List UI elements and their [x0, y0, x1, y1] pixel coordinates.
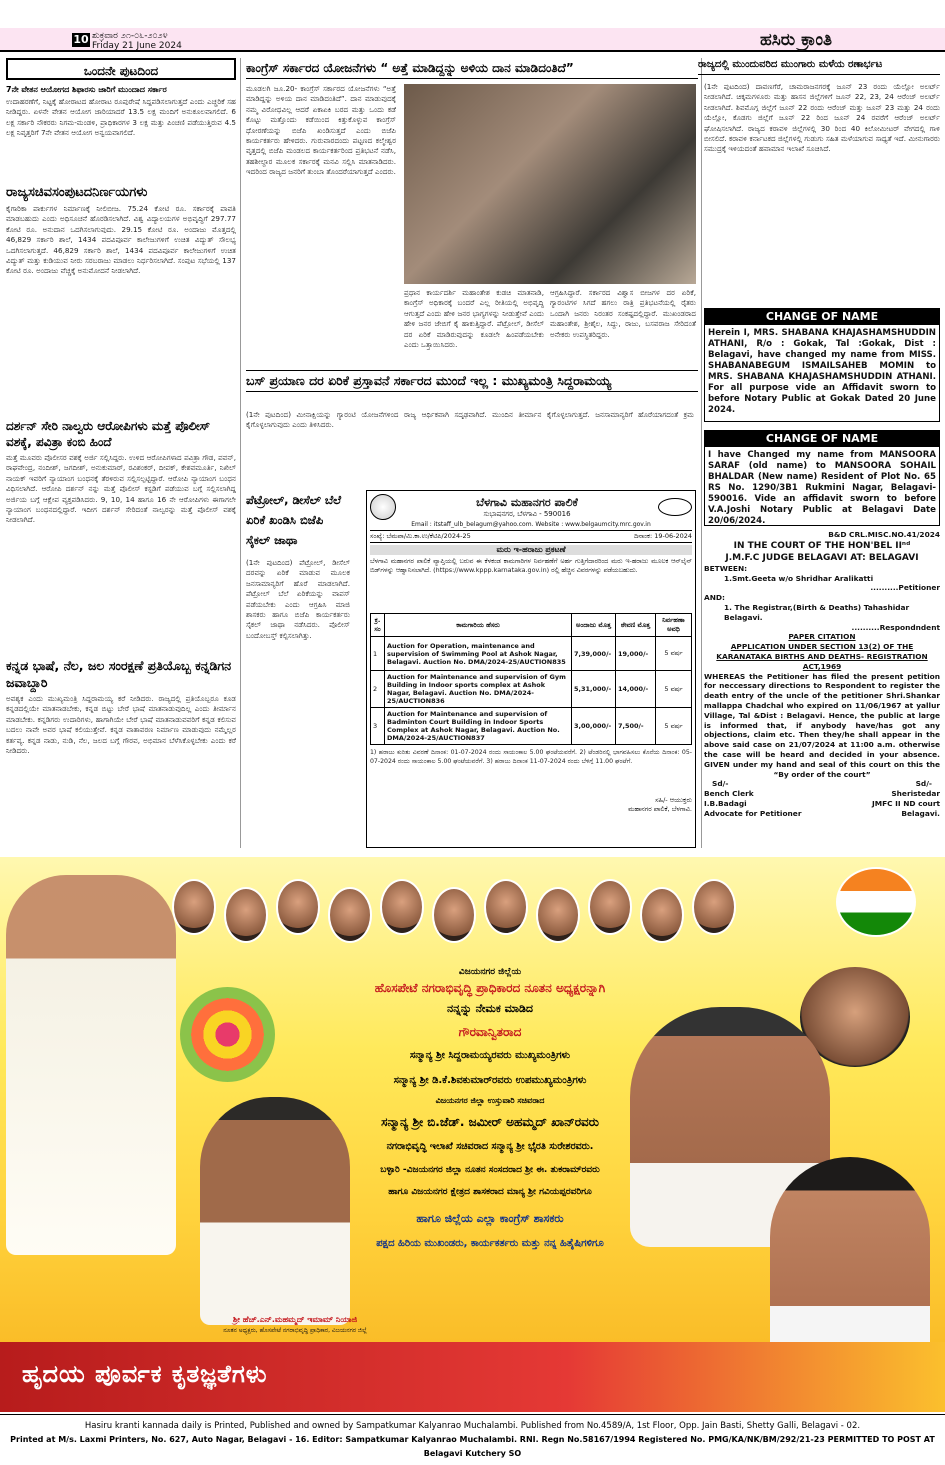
flower-bouquet-icon: [180, 987, 275, 1082]
ad-line: ನಗರಾಭಿವೃದ್ಧಿ ಇಲಾಖೆ ಸಚಿವರಾದ ಸನ್ಮಾನ್ಯ ಶ್ರೀ ಭೈರತಿ ಸುರೇಶರವರು.: [386, 1141, 594, 1152]
table-row: [371, 637, 692, 671]
leader-photo: [380, 879, 424, 935]
signer-name: ಶ್ರೀ ಹೆಚ್.ಎನ್.ಮಹಮ್ಮದ್ ಇಮಾಮ್ ನಿಯಾಜಿ: [232, 1315, 358, 1324]
col-header-period: ನಿರ್ವಹಣಾ ಅವಧಿ: [656, 614, 692, 637]
advertisement: [0, 857, 945, 1412]
bench-clerk: Bench Clerk: [704, 789, 754, 799]
advocate-name: I.B.Badagi: [704, 798, 747, 808]
sd-clerk: Sd/-: [712, 779, 729, 789]
court-place: Belagavi.: [901, 808, 940, 818]
leader-photo: [172, 879, 216, 935]
cell-emd: 7,500/-: [616, 708, 656, 745]
column-two: [246, 58, 698, 848]
cell-sl: 1: [371, 637, 385, 671]
cell-sl: 3: [371, 708, 385, 745]
court-name: IN THE COURT OF THE HON'BEL IIⁿᵈ: [733, 540, 911, 551]
leader-photo: [588, 879, 632, 935]
col-header-sl: ಕ್ರ. ಸಂ: [371, 614, 385, 637]
tender-notes: 1) ಹರಾಜು ಕುರಿತು ವಿವರಣೆ ದಿನಾಂಕ: 01-07-2024 ರಂದು ಸಾಯಂಕಾಲ 5.00 ಘಂಟೆಯವರೆಗೆ. 2) ಟೆಂಡರಿನಲ್ಲಿ ಭಾಗವಹಿಸಲು ಕೊನೆಯ ದಿನಾಂಕ: 05-07-2024 ರಂದು ಸಾಯಂಕಾಲ 5.00 ಘಂಟೆಯವರೆಗೆ. 3) ಹರಾಜು ದಿನಾಂಕ 11-07-2024 ರಂದು ಬೆಳಿಗ್ಗೆ 11.00 ಘಂಟೆಗೆ.: [370, 749, 692, 765]
article-body: ಅವಶ್ಯಕ ಎಂದು ಮುಖ್ಯಮಂತ್ರಿ ಸಿದ್ದರಾಮಯ್ಯ ಕರೆ ನೀಡಿದರು. ರಾಜ್ಯದಲ್ಲಿ ಪ್ರತಿಯೊಬ್ಬರೂ ಕೂಡ ಕನ್ನಡದಲ್ಲಿಯೇ ಮಾತನಾಡಬೇಕು, ಕನ್ನಡ ಬಿಟ್ಟು ಬೇರೆ ಭಾಷೆ ಮಾತನಾಡುವುದಿಲ್ಲ ಎಂದು ತೀರ್ಮಾನ ಮಾಡಬೇಕು. ಕನ್ನಡಿಗರು ಉದಾರಿಗಳು, ಹಾಗಾಗಿಯೇ ಬೇರೆ ಭಾಷೆ ಮಾತನಾಡುವವರಿಗೆ ಕನ್ನಡ ಕಲಿಸುವ ಬದಲು ನಾವೇ ಅವರ ಭಾಷೆ ಕಲಿಯುತ್ತೇವೆ. ಕನ್ನಡ ವಾತಾವರಣ ನಿರ್ಮಾಣ ಮಾಡುವುದು ನಮ್ಮೆಲ್ಲರ ಕರ್ತವ್ಯ. ಕನ್ನಡ ನಾಡು, ನುಡಿ, ನೆಲ, ಜಲದ ಬಗ್ಗೆ ಗೌರವ, ಅಭಿಮಾನ ಬೆಳೆಸಿಕೊಳ್ಳಬೇಕು ಎಂದು ಕರೆ ನೀಡಿದರು.: [6, 694, 236, 756]
petitioner: 1.Smt.Geeta w/o Shridhar Aralikatti: [724, 573, 874, 583]
leader-photo: [536, 887, 580, 943]
tender-sign-office: ಮಹಾನಗರ ಪಾಲಿಕೆ, ಬೆಳಗಾವಿ.: [628, 805, 692, 813]
headline-congress-schemes: ಕಾಂಗ್ರೆಸ್ ಸರ್ಕಾರದ ಯೋಜನೆಗಳು “ ಅತ್ತೆ ಮಾಡಿದ್ದನ್ನು ಅಳಿಯ ದಾನ ಮಾಡಿದಂತಿದೆ”: [246, 58, 698, 79]
advocate-role: Advocate for Petitioner: [704, 808, 802, 818]
tender-date: ದಿನಾಂಕ: 19-06-2024: [634, 532, 692, 540]
date-english: Friday 21 June 2024: [92, 41, 182, 51]
tender-intro: ಬೆಳಗಾವಿ ಮಹಾನಗರ ಪಾಲಿಕೆ ವ್ಯಾಪ್ತಿಯಲ್ಲಿ ಬರುವ ಈ ಕೆಳಕಂಡ ಕಾಮಗಾರಿಗಳ ನಿರ್ವಹಣೆಗೆ ಅರ್ಹ ಗುತ್ತಿಗೆದಾರರಿಂದ ಮರು ಇ-ಹರಾಜು ಮೂಲಕ ಆನ್‌ಲೈನ್ ಬಿಡ್‌ಗಳನ್ನು ಆಹ್ವಾನಿಸಲಾಗಿದೆ. (https://www.kppp.karnataka.gov.in) ರಲ್ಲಿ ಹೆಚ್ಚಿನ ವಿವರಗಳನ್ನು ಪಡೆಯಬಹುದು.: [370, 557, 692, 574]
tender-email: Email : itstaff_ulb_belagum@yahoo.com. Website : www.belgaumcity.mrc.gov.in: [411, 521, 651, 528]
ad-line-blue: ಪಕ್ಷದ ಹಿರಿಯ ಮುಖಂಡರು, ಕಾರ್ಯಕರ್ತರು ಮತ್ತು ನನ್ನ ಹಿತೈಷಿಗಳಿಗೂ: [376, 1238, 604, 1249]
cell-amount: 7,39,000/-: [572, 637, 616, 671]
leader-photo: [640, 887, 684, 943]
signer-role: ನೂತನ ಅಧ್ಯಕ್ಷರು, ಹೊಸಪೇಟೆ ನಗರಾಭಿವೃದ್ಧಿ ಪ್ರಾಧಿಕಾರ, ವಿಜಯನಗರ ಜಿಲ್ಲೆ: [223, 1327, 367, 1334]
ad-line: ಸನ್ಮಾನ್ಯ ಶ್ರೀ ಸಿದ್ದರಾಮಯ್ಯರವರು ಮುಖ್ಯಮಂತ್ರಿಗಳು: [409, 1050, 571, 1061]
protest-photo: [404, 84, 696, 284]
leader-photo: [484, 879, 528, 935]
headline-cabinet: ರಾಜ್ಯಸಚಿವಸಂಪುಟದನಿರ್ಣಯಗಳು: [6, 185, 148, 200]
imprint-line-1: Hasiru kranti kannada daily is Printed, Published and owned by Sampatkumar Kalyanrao Muchalambi. Published from No.4589/A, 1st Floor, Opp. Jain Basti, Shetty Galli, Belagavi - 02.: [84, 1421, 861, 1431]
tender-title: ಬೆಳಗಾವಿ ಮಹಾನಗರ ಪಾಲಿಕೆ: [476, 495, 578, 509]
congress-hand-icon: [836, 867, 916, 937]
leader-photo: [432, 887, 476, 943]
thanks-banner: [0, 1342, 945, 1412]
and-label: AND:: [704, 593, 725, 603]
article-body: ಪ್ರಧಾನ ಕಾರ್ಯದರ್ಶಿ ಮಹಾಂತೇಶ ಕುಡಚಿ ಮಾತನಾಡಿ, ಕಾಂಗ್ರೆಸ್ ಅಧಿಕಾರಕ್ಕೆ ಬಂದರೆ ಎಲ್ಲ ರೀತಿಯಲ್ಲಿ ಅಭಿವೃದ್ಧಿ ಆಗುತ್ತದೆ ಎಂದು ಹೇಳಿ ಜನರ ಭಾಗ್ಯಗಳನ್ನು ನೀಡುತ್ತೇವೆ ಎಂದು ಹೇಳಿ ಜನರ ಜೇಬಿಗೆ ಕೈ ಹಾಕುತ್ತಿದ್ದಾರೆ. ಪೆಟ್ರೋಲ್, ಡೀಸೆಲ್ ದರ ಏರಿಕೆ ಮಾಡಿರುವುದನ್ನು ಕೂಡಲೇ ಹಿಂಪಡೆಯಬೇಕು ಎಂದು ಒತ್ತಾಯಿಸಿದರು.: [404, 288, 544, 350]
tender-ref: ಸಂಖ್ಯೆ: ಬೆಮಪಾ/ಮಿ.ಕಾ.ಉ/ಕೆಟಿಪಿ/2024-25: [370, 532, 471, 540]
notice-change-of-name-2: [704, 430, 940, 526]
cell-work: Auction for Maintenance and supervision of Gym Building in Indoor sports complex at Ashok Nagar, Belagavi. Auction No. DMA/2024-25/AUCTION836: [385, 671, 572, 708]
notice-text: Herein I, MRS. SHABANA KHAJASHAMSHUDDIN ATHANI, R/o : Gokak, Tal :Gokak, Dist : Belagavi, have changed my name from MISS. SHABANABEGUM ISMAILSAHEB MOMIN to MRS. SHABANA KHAJASHAMSHUDDIN ATHANI. For all purpose vide an Affidavit sworn to before Notary Public at Gokak Dated 20 June 2024.: [708, 328, 936, 415]
cell-period: 5 ವರ್ಷ: [656, 671, 692, 708]
article-body: ಆಗ್ರಹಿಸಿದ್ದಾರೆ. ಸರ್ಕಾರದ ವಿಶ್ವಾಸ ಬೀಜಗಳ ದರ ಏರಿಕೆ, ಗ್ಯಾರಂಟಿಗಳ ಸಿಗದೆ ಹಗಲು ರಾತ್ರಿ ಪ್ರತಿಭಟನೆಯಲ್ಲಿ ರೈತರು ಒಂದಾಗಿ ಜನರು ನಿರಂತರ ಸಂಕಷ್ಟದಲ್ಲಿದ್ದಾರೆ. ಮುಖಂಡರಾದ ಮಹಾಂತೇಶ, ಶ್ರೀಶೈಲ, ಸಿದ್ದು, ರಾಜು, ಬಸವರಾಜ ಸೇರಿದಂತೆ ಅನೇಕರು ಉಪಸ್ಥಿತರಿದ್ದರು.: [550, 288, 696, 339]
ad-line: ವಿಜಯನಗರ ಜಿಲ್ಲೆಯ: [458, 967, 522, 977]
cell-amount: 5,31,000/-: [572, 671, 616, 708]
application-title: APPLICATION UNDER SECTION 13(2) OF THE KARANATAKA BIRTHS AND DEATHS- REGISTRATION ACT,1969: [716, 642, 928, 671]
ad-line: ವಿಜಯನಗರ ಜಿಲ್ಲಾ ಉಸ್ತುವಾರಿ ಸಚಿವರಾದ: [435, 1096, 545, 1105]
cell-work: Auction for Operation, maintenance and supervision of Swimming Pool at Ashok Nagar, Belagavi. Auction No. DMA/2024-25/AUCTION835: [385, 637, 572, 671]
imprint-footer: [0, 1414, 945, 1465]
judge: JMFC II ND court: [871, 798, 940, 808]
cell-amount: 3,00,000/-: [572, 708, 616, 745]
respondent-role: ..........Respondndent: [851, 622, 940, 632]
notice-text: I have Changed my name from MANSOORA SARAF (old name) to MANSOORA SOHAIL BHALDAR (New name) Resident of Plot No. 65 RS No. 1290/3B1 Rukmini Nagar, Belagavi-590016. Vide an affidavit sworn to before V.A.Joshi Notary Public at Belagavi Date 20/06/2024.: [708, 450, 936, 526]
headline-bus-fare: ಬಸ್ ಪ್ರಯಾಣ ದರ ಏರಿಕೆ ಪ್ರಸ್ತಾವನೆ ಸರ್ಕಾರದ ಮುಂದೆ ಇಲ್ಲ : ಮುಖ್ಯಮಂತ್ರಿ ಸಿದ್ದರಾಮಯ್ಯ: [246, 370, 698, 392]
cell-emd: 19,000/-: [616, 637, 656, 671]
article-body: (1ನೇ ಪುಟದಿಂದ) ದಾವಣಗೆರೆ, ಚಾಮರಾಜನಗರಕ್ಕೆ ಜೂನ್ 23 ರಂದು ಯೆಲ್ಲೋ ಅಲರ್ಟ್ ನೀಡಲಾಗಿದೆ. ಚಿಕ್ಕಮಗಳೂರು ಮತ್ತು ಹಾಸನ ಜಿಲ್ಲೆಗಳಿಗೆ ಜೂನ್ 22, 23, 24 ಆರೆಂಜ್ ಅಲರ್ಟ್ ನೀಡಲಾಗಿದೆ. ಶಿವಮೊಗ್ಗ ಜಿಲ್ಲೆಗೆ ಜೂನ್ 22 ರಂದು ಆರೆಂಜ್ ಮತ್ತು ಜೂನ್ 23 ಮತ್ತು 24 ರಂದು ಯೆಲ್ಲೋ, ಕೊಡಗು ಜಿಲ್ಲೆಗೆ ಜೂನ್ 22 ರಿಂದ ಜೂನ್ 24 ರವರೆಗೆ ಆರೆಂಜ್ ಅಲರ್ಟ್ ಘೋಷಿಸಲಾಗಿದೆ. ರಾಜ್ಯದ ಕರಾವಳಿ ಜಿಲ್ಲೆಗಳಲ್ಲಿ 30 ರಿಂದ 40 ಕಿಲೋಮೀಟರ್ ವೇಗದಲ್ಲಿ ಗಾಳಿ ಬೀಸಲಿದೆ. ಕರಾವಳಿ ಕರ್ನಾಟಕದ ಜಿಲ್ಲೆಗಳಲ್ಲಿ ಗುಡುಗು ಸಹಿತ ಮಳೆಯಾಗುವ ಸಾಧ್ಯತೆ ಇದೆ. ಮೀನುಗಾರರು ಸಮುದ್ರಕ್ಕೆ ಇಳಿಯದಂತೆ ಹವಾಮಾನ ಇಲಾಖೆ ಸೂಚಿಸಿದೆ.: [704, 82, 940, 154]
article-body: (1ನೇ ಪುಟದಿಂದ) ಮೀನಾಕ್ಷಿಯನ್ನು ಗ್ಯಾರಂಟಿ ಯೋಜನೆಗಳಿಂದ ರಾಜ್ಯ ಆರ್ಥಿಕವಾಗಿ ಸದೃಢವಾಗಿದೆ. ಮುಂದಿನ ತೀರ್ಮಾನ ಕೈಗೊಳ್ಳಲಾಗುತ್ತದೆ. ಜನಸಾಮಾನ್ಯರಿಗೆ ಹೊರೆಯಾಗದಂತೆ ಕ್ರಮ ಕೈಗೊಳ್ಳಲಾಗುವುದು ಎಂದು ತಿಳಿಸಿದರು.: [246, 410, 694, 430]
thanks-text: ಹೃದಯ ಪೂರ್ವಕ ಕೃತಜ್ಞತೆಗಳು: [22, 1360, 268, 1388]
col-header-amount: ಅಂದಾಜು ಮೊತ್ತ: [572, 614, 616, 637]
headline-petrol: ಪೆಟ್ರೋಲ್, ಡೀಸೆಲ್ ಬೆಲೆ ಏರಿಕೆ ಖಂಡಿಸಿ ಬಿಜೆಪಿ ಸೈಕಲ್ ಜಾಥಾ: [246, 493, 342, 547]
article-body: ಉದಾಹರಣೆಗೆ, ನಿಟ್ಟಕ್ಕೆ ಹೋರಾಟದ ಹೋರಾಟ ರೂಪುರೇಷೆ ಸಿದ್ದಪಡಿಸಲಾಗುತ್ತದೆ ಎಂದು ಎಚ್ಚರಿಕೆ ಸಹ ನೀಡಿದ್ದರು. ಏಳನೇ ವೇತನ ಆಯೋಗ ಜಾರಿಯಾದರೆ 13.5 ಲಕ್ಷ ಮಂದಿಗೆ ಅನುಕೂಲವಾಗಲಿದೆ. 6 ಲಕ್ಷ ಸರ್ಕಾರಿ ನೌಕರರು ನಿಗಮ-ಮಂಡಳಿ, ಪ್ರಾಧಿಕಾರಗಳ 3 ಲಕ್ಷ ಮತ್ತು ಪಿಂಚಣಿ ಪಡೆಯುತ್ತಿರುವ 4.5 ಲಕ್ಷ ನಿವೃತ್ತರಿಗೆ 7ನೇ ವೇತನ ಆಯೋಗ ಅನ್ವಯವಾಗಲಿದೆ.: [6, 97, 236, 138]
leader-photo: [224, 887, 268, 943]
page-number: 10: [73, 33, 89, 46]
court-notice: [704, 530, 940, 848]
tender-notice-title: ಮರು ಇ-ಹರಾಜು ಪ್ರಕಟಣೆ: [370, 545, 692, 555]
masthead: ಹಸಿರು ಕ್ರಾಂತಿ: [760, 30, 833, 50]
sd-sheristedar: Sd/-: [915, 779, 932, 789]
ad-line: ಬಳ್ಳಾರಿ -ವಿಜಯನಗರ ಜಿಲ್ಲಾ ನೂತನ ಸಂಸದರಾದ ಶ್ರೀ ಈ. ತುಕರಾಮ್‌ರವರು: [380, 1165, 600, 1175]
swachh-logo-icon: [658, 498, 692, 516]
cell-work: Auction for Maintenance and supervision of Badminton Court Building in Indoor Sports Complex at Ashok Nagar, Belagavi. Auction No. DMA/2024-25/AUCTION837: [385, 708, 572, 745]
petitioner-role: ..........Petitioner: [870, 583, 940, 593]
column-divider: [701, 58, 702, 848]
article-intro: 7ನೇ ವೇತನ ಆಯೋಗದ ಶಿಫಾರಸು ಜಾರಿಗೆ ಮುಂದಾದ ಸರ್ಕಾರ: [6, 85, 167, 94]
ad-line-blue: ಹಾಗೂ ಜಿಲ್ಲೆಯ ಎಲ್ಲಾ ಕಾಂಗ್ರೆಸ್ ಶಾಸಕರು: [416, 1212, 564, 1225]
tender-subtitle: ಸುಭಾಷನಗರ, ಬೆಳಗಾವಿ - 590016: [483, 509, 571, 518]
chief-minister-photo: [6, 875, 176, 1255]
cell-period: 5 ವರ್ಷ: [656, 708, 692, 745]
ad-line: ಸನ್ಮಾನ್ಯ ಶ್ರೀ ಡಿ.ಕೆ.ಶಿವಕುಮಾರ್‌ರವರು ಉಪಮುಖ್ಯಮಂತ್ರಿಗಳು: [393, 1075, 587, 1086]
respondent: 1. The Registrar,(Birth & Deaths) Tahashidar Belagavi.: [724, 602, 910, 622]
table-row: [371, 708, 692, 745]
column-three: [698, 58, 940, 848]
notice-title: CHANGE OF NAME: [705, 431, 939, 447]
tender-table: [370, 613, 692, 745]
ad-line-highlight: ಹೊಸಪೇಟೆ ನಗರಾಭಿವೃದ್ಧಿ ಪ್ರಾಧಿಕಾರದ ನೂತನ ಅಧ್ಯಕ್ಷರನ್ನಾಗಿ: [374, 981, 606, 995]
leader-photo: [692, 879, 736, 935]
column-divider: [240, 58, 241, 848]
ad-line: ಸನ್ಮಾನ್ಯ ಶ್ರೀ ಬಿ.ಜೆಡ್. ಜಮೀರ್ ಅಹಮ್ಮದ್ ಖಾನ್‌ರವರು: [381, 1115, 599, 1129]
court-name-2: J.M.F.C JUDGE BELAGAVI AT: BELAGAVI: [725, 552, 919, 563]
col-header-emd: ಠೇವಣಿ ಮೊತ್ತ: [616, 614, 656, 637]
ad-line-highlight: ಗೌರವಾನ್ವಿತರಾದ: [458, 1025, 522, 1039]
imprint-line-2: Printed at M/s. Laxmi Printers, No. 627, Auto Nagar, Belagavi - 16. Editor: Sampatkumar Kalyanrao Muchalambi. RNI. Regn No.58167/1994 Registered No. PMG/KA/NK/BM/292/21-23 PERMITTED TO POST AT Belagavi Kutchery SO: [10, 1435, 935, 1458]
cell-period: 5 ವರ್ಷ: [656, 637, 692, 671]
between-label: BETWEEN:: [704, 563, 748, 573]
article-body: ಕೈಗಾರಿಕಾ ಪಾರ್ಕುಗಳ ನಿರ್ಮಾಣಕ್ಕೆ ನೀಲಿಬೀಜ. 75.24 ಕೋಟಿ ರೂ. ಸರ್ಕಾರಕ್ಕೆ ಪಾವತಿ ಮಾಡಬಹುದು ಎಂದು ಅಧಿಸೂಚನೆ ಹೊರಡಿಸಲಾಗಿದೆ. ವಿಶ್ವ ವಿದ್ಯಾಲಯಗಳ ಅಭಿವೃದ್ಧಿಗೆ 297.77 ಕೋಟಿ ರೂ. ಅನುದಾನ ಒದಗಿಸಲಾಗುವುದು. 29.15 ಕೋಟಿ ರೂ. ಅಂದಾಜು ಮೊತ್ತದಲ್ಲಿ 46,829 ಸರ್ಕಾರಿ ಶಾಲೆ, 1434 ಪದವಿಪೂರ್ವ ಕಾಲೇಜುಗಳಿಗೆ ಉಚಿತ ವಿದ್ಯುತ್ ಸೌಲಭ್ಯ ಒದಗಿಸಲಾಗುತ್ತದೆ. 46,829 ಸರ್ಕಾರಿ ಶಾಲೆ, 1434 ಪದವಿಪೂರ್ವ ಕಾಲೇಜುಗಳಿಗೆ ಉಚಿತ ವಿದ್ಯುತ್ ಮತ್ತು ಕುಡಿಯುವ ನೀರು ಸರಬರಾಜು ಮಾಡಲು ನಿರ್ಧರಿಸಲಾಗಿದೆ. ಸಂಪುಟ ಸಭೆಯಲ್ಲಿ 137 ಕೋಟಿ ರೂ. ಅಂದಾಜು ವೆಚ್ಚಕ್ಕೆ ಅನುಮೋದನೆ ನೀಡಲಾಗಿದೆ.: [6, 204, 236, 276]
corporation-emblem-icon: [370, 494, 396, 520]
leader-photo: [276, 879, 320, 935]
section-banner: ಒಂದನೇ ಪುಟದಿಂದ: [6, 58, 236, 80]
table-row: [371, 671, 692, 708]
ad-line: ನನ್ನನ್ನು ನೇಮಕ ಮಾಡಿದ: [447, 1002, 533, 1015]
case-number: B&D CRL.MISC.NO.41/2024: [828, 530, 940, 539]
headline-darshan: ದರ್ಶನ್ ಸೇರಿ ನಾಲ್ವರು ಆರೋಪಿಗಳು ಮತ್ತೆ ಪೊಲೀಸ್ ವಶಕ್ಕೆ, ಪವಿತ್ರಾ ಕಂಬಿ ಹಿಂದೆ: [6, 419, 211, 449]
leader-photo: [328, 887, 372, 943]
court-body: WHEREAS the Petitioner has filed the present petition for neccessary directions to Respondent to register the death entry of the uncle of the petitioner Shri.Shankar mallappa Chadchal who expired on 11/06/1967 at yallur Village, Tal &Dist : Belagavi. Hence, the public at large is informed that, if anybody have/has got any objections, claim etc. Then they/he shall appear in the above said case on 21/07/2024 at 11:00 a.m. otherwise the case will be heard and decided in your absence. GIVEN under my hand and seal of this court on this the: [704, 671, 940, 769]
tender-notice: [366, 490, 696, 848]
date-kannada: ಶುಕ್ರವಾರ ೨೧-೦೬-೨೦೨೪: [92, 31, 168, 41]
page-header: [0, 0, 945, 52]
column-one: [6, 58, 236, 848]
sheristedar: Sheristedar: [891, 789, 940, 799]
ad-line: ಹಾಗೂ ವಿಜಯನಗರ ಕ್ಷೇತ್ರದ ಶಾಸಕರಾದ ಮಾನ್ಯ ಶ್ರೀ ಗವಿಯಪ್ಪರವರಿಗೂ: [388, 1187, 592, 1197]
notice-title: CHANGE OF NAME: [705, 309, 939, 325]
court-order: “By order of the court”: [773, 769, 871, 779]
paper-citation: PAPER CITATION: [788, 632, 856, 642]
col-header-work: ಕಾಮಗಾರಿಯ ಹೆಸರು: [385, 614, 572, 637]
headline-monsoon: ರಾಜ್ಯದಲ್ಲಿ ಮುಂದುವರಿದ ಮುಂಗಾರು ಮಳೆಯ ರಣಾರ್ಭಟ: [698, 58, 940, 75]
tender-sign: ಸಹಿ/- ಆಯುಕ್ತರು: [655, 796, 692, 804]
cell-emd: 14,000/-: [616, 671, 656, 708]
cell-sl: 2: [371, 671, 385, 708]
notice-change-of-name-1: [704, 308, 940, 422]
ad-text: [300, 965, 680, 1253]
article-body: ಮತ್ತೆ ಮೂವರು ಪೊಲೀಸರ ವಶಕ್ಕೆ ಅರ್ಜಿ ಸಲ್ಲಿಸಿದ್ದರು. ಉಳಿದ ಆರೋಪಿಗಳಾದ ಪವಿತ್ರಾ ಗೌಡ, ಪವನ್, ರಾಘವೇಂದ್ರ, ನಂದೀಶ್, ಜಗದೀಶ್, ಅನುಕುಮಾರ್, ರವಿಶಂಕರ್, ದೀಪಕ್, ಕೇಶವಮೂರ್ತಿ, ನಿಖಿಲ್ ನಾಯಕ್ ಇವರಿಗೆ ನ್ಯಾಯಾಂಗ ಬಂಧನಕ್ಕೆ ತೆರಳಿರುವ ಸಲ್ಲಿಸಲ್ಪಟ್ಟಿದ್ದಾರೆ. ಆರೋಪಿ ನ್ಯಾಯಾಂಗ ಬಂಧನ ವಿಧಿಸಲಾಗಿದೆ. ಆರೋಪಿ ದರ್ಶನ್ ನನ್ನು ಮತ್ತೆ ಪೊಲೀಸ್ ಕಸ್ಟಡಿಗೆ ಪಡೆಯುವ ಬಗ್ಗೆ ಸಲ್ಲಿಸಲಾಗಿದ್ದ ಅರ್ಜಿಯ ಬಗ್ಗೆ ಆಕ್ಷೇಪ ವ್ಯಕ್ತಪಡಿಸಿದರು. 9, 10, 14 ಹಾಗೂ 16 ನೇ ಆರೋಪಿಗಳು ಈಗಾಗಲೇ ನ್ಯಾಯಾಂಗ ಬಂಧನದಲ್ಲಿದ್ದಾರೆ. ಇದೀಗ ದರ್ಶನ್ ಸೇರಿದಂತೆ ನಾಲ್ವರನ್ನು ಮತ್ತೆ ಪೊಲೀಸ್ ವಶಕ್ಕೆ ನೀಡಲಾಗಿದೆ.: [6, 453, 236, 525]
article-body: (1ನೇ ಪುಟದಿಂದ) ಪೆಟ್ರೋಲ್, ಡೀಸೆಲ್ ದರವನ್ನು ಏರಿಕೆ ಮಾಡುವ ಮೂಲಕ ಜನಸಾಮಾನ್ಯರಿಗೆ ಹೊರೆ ಮಾಡಲಾಗಿದೆ. ಪೆಟ್ರೋಲ್ ಬೆಲೆ ಏರಿಕೆಯನ್ನು ವಾಪಸ್ ಪಡೆಯಬೇಕು ಎಂದು ಆಗ್ರಹಿಸಿ ಮಾಜಿ ಶಾಸಕರು ಹಾಗೂ ಬಿಜೆಪಿ ಕಾರ್ಯಕರ್ತರು ಸೈಕಲ್ ಜಾಥಾ ನಡೆಸಿದರು. ಪೊಲೀಸ್ ಬಂದೋಬಸ್ತ್ ಕಲ್ಪಿಸಲಾಗಿತ್ತು.: [246, 558, 350, 640]
article-body: ಮೂಡಲಗಿ ಜೂ.20- ಕಾಂಗ್ರೆಸ್ ಸರ್ಕಾರದ ಯೋಜನೆಗಳು “ಅತ್ತೆ ಮಾಡಿದ್ದನ್ನು ಅಳಿಯ ದಾನ ಮಾಡಿದಂತಿದೆ”. ದಾನ ಮಾಡುವುದಕ್ಕೆ ನಮ್ಮ ವಿರೋಧವಿಲ್ಲ ಆದರೆ ಏಕಾಏಕಿ ಬರದ ಮತ್ತು ಒಂದು ಕಡೆ ಕೊಟ್ಟು ಮತ್ತೊಂದು ಕಡೆಯಿಂದ ಕಿತ್ತುಕೊಳ್ಳುವ ಕಾಂಗ್ರೆಸ್ ಧೋರಣೆಯನ್ನು ಬಿಜೆಪಿ ಖಂಡಿಸುತ್ತದೆ ಎಂದು ಬಿಜೆಪಿ ಕಾರ್ಯಕರ್ತರು ಹೇಳಿದರು. ಗುರುವಾರದಂದು ಪಟ್ಟಣದ ಕಲ್ಮೇಶ್ವರ ವೃತ್ತದಲ್ಲಿ ಬಿಜೆಪಿ ಮಂಡಲದ ಕಾರ್ಯಕರ್ತರಿಂದ ಪ್ರತಿಭಟನೆ ನಡೆಸಿ, ತಹಶೀಲ್ದಾರ ಮೂಲಕ ಸರ್ಕಾರಕ್ಕೆ ಮನವಿ ಸಲ್ಲಿಸಿ ಮಾತನಾಡಿದರು. ಇದರಿಂದ ರಾಜ್ಯದ ಜನರಿಗೆ ತುಂಬಾ ತೊಂದರೆಯಾಗುತ್ತದೆ ಎಂದರು.: [246, 84, 396, 177]
headline-kannada: ಕನ್ನಡ ಭಾಷೆ, ನೆಲ, ಜಲ ಸಂರಕ್ಷಣೆ ಪ್ರತಿಯೊಬ್ಬ ಕನ್ನಡಿಗನ ಜವಾಬ್ದಾರಿ: [6, 658, 232, 690]
leaders-row: [172, 879, 772, 959]
